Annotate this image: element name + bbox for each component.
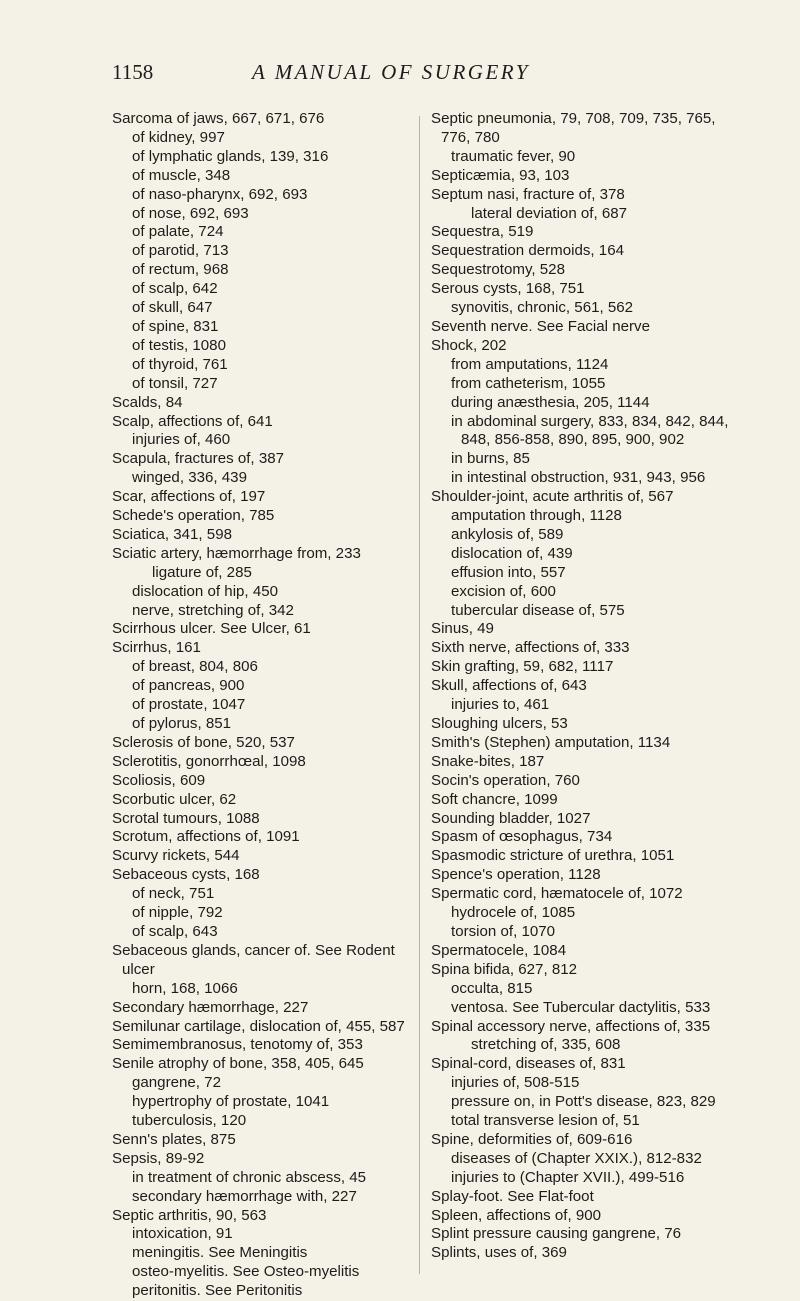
index-subentry: secondary hæmorrhage with, 227 (132, 1187, 357, 1205)
index-entry: Spermatic cord, hæmatocele of, 1072 (431, 885, 683, 903)
index-entry: Sequestrotomy, 528 (431, 261, 565, 279)
index-entry: Socin's operation, 760 (431, 771, 580, 789)
index-entry: Semilunar cartilage, dislocation of, 455, 587 (112, 1017, 405, 1035)
index-subentry: of prostate, 1047 (132, 696, 246, 714)
column-divider (419, 116, 420, 1274)
index-subentry: total transverse lesion of, 51 (451, 1112, 640, 1130)
index-entry: Senn's plates, 875 (112, 1130, 236, 1148)
index-entry: Splay-foot. See Flat-foot (431, 1187, 594, 1205)
index-entry: Splints, uses of, 369 (431, 1244, 567, 1262)
index-subentry: of thyroid, 761 (132, 355, 228, 373)
index-entry: Scurvy rickets, 544 (112, 847, 240, 865)
index-subentry: meningitis. See Meningitis (132, 1244, 308, 1262)
index-entry: Scrotal tumours, 1088 (112, 809, 260, 827)
index-subentry: of kidney, 997 (132, 128, 225, 146)
index-subentry: of palate, 724 (132, 223, 224, 241)
index-entry: Scapula, fractures of, 387 (112, 450, 285, 468)
index-subentry: winged, 336, 439 (132, 469, 247, 487)
index-subentry: injuries to, 461 (451, 696, 550, 714)
index-entry: Scar, affections of, 197 (112, 488, 266, 506)
index-subentry: of parotid, 713 (132, 242, 229, 260)
index-entry: Scirrhus, 161 (112, 639, 201, 657)
index-entry: Senile atrophy of bone, 358, 405, 645 (112, 1055, 364, 1073)
index-entry: Scorbutic ulcer, 62 (112, 790, 237, 808)
index-subentry: intoxication, 91 (132, 1225, 233, 1243)
index-entry: Sclerosis of bone, 520, 537 (112, 733, 295, 751)
index-entry: Spina bifida, 627, 812 (431, 960, 578, 978)
index-entry: Sepsis, 89-92 (112, 1149, 205, 1167)
index-subentry: occulta, 815 (451, 979, 533, 997)
page-header (0, 60, 800, 90)
index-subentry: hydrocele of, 1085 (451, 904, 576, 922)
index-subentry: diseases of (Chapter XXIX.), 812-832 (451, 1149, 702, 1167)
index-subentry: of pylorus, 851 (132, 715, 232, 732)
index-entry: Smith's (Stephen) amputation, 1134 (431, 733, 671, 751)
index-subentry: of lymphatic glands, 139, 316 (132, 147, 329, 165)
index-entry: Sclerotitis, gonorrhœal, 1098 (112, 752, 306, 770)
index-subentry: during anæsthesia, 205, 1144 (451, 393, 650, 411)
index-entry: Secondary hæmorrhage, 227 (112, 998, 309, 1016)
index-subentry: horn, 168, 1066 (132, 979, 238, 997)
index-entry: Sloughing ulcers, 53 (431, 715, 568, 732)
index-subentry: of spine, 831 (132, 317, 219, 335)
index-subentry: dislocation of, 439 (451, 544, 573, 562)
index-entry: Spinal-cord, diseases of, 831 (431, 1055, 626, 1073)
index-subentry: dislocation of hip, 450 (132, 582, 279, 600)
index-entry: Spine, deformities of, 609-616 (431, 1130, 633, 1148)
index-entry: Sequestration dermoids, 164 (431, 242, 624, 260)
index-entry: Sinus, 49 (431, 620, 494, 638)
index-subentry: from amputations, 1124 (451, 355, 609, 373)
index-subentry: amputation through, 1128 (451, 507, 622, 525)
index-subentry: of scalp, 642 (132, 280, 218, 298)
index-subentry: tubercular disease of, 575 (451, 601, 625, 619)
index-entry: Septic pneumonia, 79, 708, 709, 735, 765, 776, 780 (431, 110, 716, 146)
index-column-left (112, 110, 408, 1301)
index-subentry: injuries to (Chapter XVII.), 499-516 (451, 1168, 685, 1186)
index-entry: Sequestra, 519 (431, 223, 534, 241)
index-subentry: of muscle, 348 (132, 166, 231, 184)
index-entry: Spence's operation, 1128 (431, 866, 601, 884)
index-entry: Sixth nerve, affections of, 333 (431, 639, 630, 657)
index-column-right (431, 110, 733, 1263)
index-subentry: of tonsil, 727 (132, 374, 218, 392)
index-subentry: lateral deviation of, 687 (471, 204, 628, 222)
index-entry: Shock, 202 (431, 336, 507, 354)
index-subentry: hypertrophy of prostate, 1041 (132, 1093, 330, 1111)
index-subentry: nerve, stretching of, 342 (132, 601, 294, 619)
index-subentry: of rectum, 968 (132, 261, 229, 279)
index-subentry: osteo-myelitis. See Osteo-myelitis (132, 1263, 360, 1281)
index-subentry: of skull, 647 (132, 299, 213, 317)
index-entry: Scirrhous ulcer. See Ulcer, 61 (112, 620, 311, 638)
index-entry: Soft chancre, 1099 (431, 790, 558, 808)
index-entry: Snake-bites, 187 (431, 752, 545, 770)
index-subentry: pressure on, in Pott's disease, 823, 829 (451, 1093, 716, 1111)
index-entry: Sebaceous cysts, 168 (112, 866, 260, 884)
index-entry: Sarcoma of jaws, 667, 671, 676 (112, 110, 325, 127)
index-subentry: of nipple, 792 (132, 904, 223, 922)
index-subentry: of neck, 751 (132, 885, 215, 903)
index-entry: Scalds, 84 (112, 393, 183, 411)
index-subentry: ankylosis of, 589 (451, 525, 564, 543)
index-subentry: peritonitis. See Peritonitis (132, 1282, 303, 1300)
index-entry: Sciatica, 341, 598 (112, 525, 232, 543)
index-entry: Scoliosis, 609 (112, 771, 206, 789)
index-subentry: in abdominal surgery, 833, 834, 842, 844, 848, 856-858, 890, 895, 900, 902 (451, 412, 729, 449)
index-subentry: synovitis, chronic, 561, 562 (451, 299, 634, 317)
index-entry: Spermatocele, 1084 (431, 941, 567, 959)
index-entry: Spasmodic stricture of urethra, 1051 (431, 847, 675, 865)
index-subentry: in burns, 85 (451, 450, 530, 468)
index-entry: Septic arthritis, 90, 563 (112, 1206, 267, 1224)
index-subentry: ventosa. See Tubercular dactylitis, 533 (451, 998, 711, 1016)
index-entry: Seventh nerve. See Facial nerve (431, 317, 650, 335)
index-subentry: of pancreas, 900 (132, 677, 245, 695)
index-entry: Septum nasi, fracture of, 378 (431, 185, 625, 203)
index-subentry: ligature of, 285 (152, 563, 252, 581)
index-subentry: effusion into, 557 (451, 563, 566, 581)
index-entry: Skin grafting, 59, 682, 1117 (431, 658, 614, 676)
index-entry: Septicæmia, 93, 103 (431, 166, 570, 184)
index-subentry: in intestinal obstruction, 931, 943, 956 (451, 469, 706, 487)
index-entry: Shoulder-joint, acute arthritis of, 567 (431, 488, 674, 506)
index-entry: Splint pressure causing gangrene, 76 (431, 1225, 682, 1243)
index-entry: Spleen, affections of, 900 (431, 1206, 602, 1224)
index-subentry: of breast, 804, 806 (132, 658, 258, 676)
index-subentry: torsion of, 1070 (451, 922, 556, 940)
index-entry: Spinal accessory nerve, affections of, 335 (431, 1017, 711, 1035)
index-subentry: traumatic fever, 90 (451, 147, 576, 165)
index-subentry: in treatment of chronic abscess, 45 (132, 1168, 367, 1186)
index-entry: Serous cysts, 168, 751 (431, 280, 585, 298)
index-entry: Scrotum, affections of, 1091 (112, 828, 300, 846)
index-entry: Sciatic artery, hæmorrhage from, 233 (112, 544, 361, 562)
index-subentry: of naso-pharynx, 692, 693 (132, 185, 308, 203)
index-entry: Sebaceous glands, cancer of. See Rodent ulcer (112, 941, 395, 978)
index-subentry: injuries of, 508-515 (451, 1074, 580, 1092)
index-subentry: of testis, 1080 (132, 336, 226, 354)
index-subentry: excision of, 600 (451, 582, 556, 600)
index-subentry: stretching of, 335, 608 (471, 1036, 621, 1054)
page-number: 1158 (112, 60, 154, 84)
index-subentry: of nose, 692, 693 (132, 204, 249, 222)
index-subentry: injuries of, 460 (132, 431, 231, 449)
index-subentry: of scalp, 643 (132, 922, 218, 940)
index-subentry: gangrene, 72 (132, 1074, 221, 1092)
index-entry: Spasm of œsophagus, 734 (431, 828, 613, 846)
running-title: A MANUAL OF SURGERY (252, 60, 530, 84)
index-entry: Skull, affections of, 643 (431, 677, 587, 695)
index-entry: Sounding bladder, 1027 (431, 809, 591, 827)
index-entry: Scalp, affections of, 641 (112, 412, 273, 430)
index-subentry: from catheterism, 1055 (451, 374, 606, 392)
index-entry: Schede's operation, 785 (112, 507, 275, 525)
index-subentry: tuberculosis, 120 (132, 1112, 247, 1130)
index-entry: Semimembranosus, tenotomy of, 353 (112, 1036, 363, 1054)
